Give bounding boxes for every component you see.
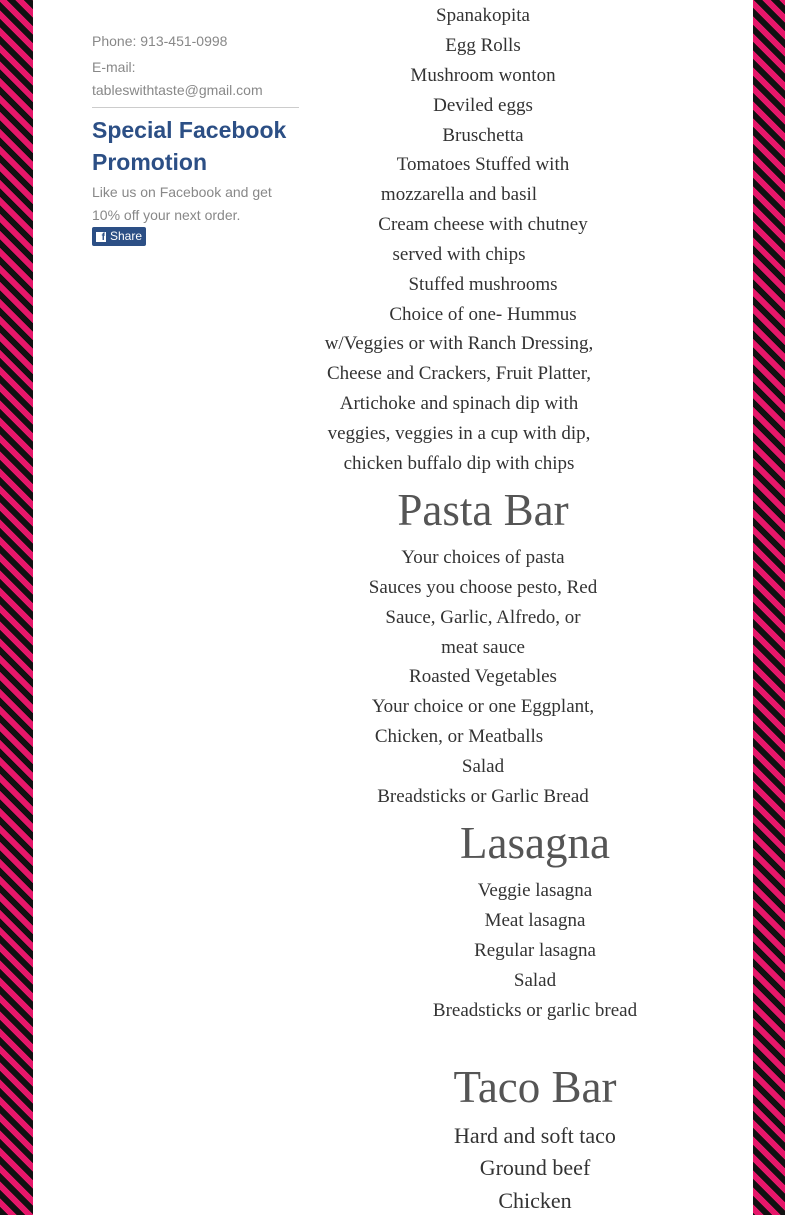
menu-item: Ground beef (479, 1155, 591, 1180)
menu-item: Sauce, Garlic, Alfredo, or (385, 607, 581, 628)
menu-item: Egg Rolls (445, 35, 521, 56)
menu-item: Hard and soft taco (454, 1123, 616, 1148)
promo-title: Special Facebook Promotion (92, 117, 287, 175)
menu-item: Salad (461, 756, 505, 777)
taco-bar-heading: Taco Bar (453, 1062, 617, 1112)
menu-content (33, 0, 753, 1215)
menu-item: Chicken (498, 1188, 572, 1213)
menu-item: Sauces you choose pesto, Red (368, 577, 598, 598)
contact-email-link[interactable]: tableswithtaste@gmail.com (92, 82, 263, 98)
menu-item: Deviled eggs (433, 95, 533, 116)
menu-item: Meat lasagna (484, 910, 586, 931)
menu-item: Chicken, or Meatballs (374, 726, 544, 747)
share-label: Share (110, 229, 143, 243)
menu-item: meat sauce (441, 637, 525, 658)
menu-item: Cheese and Crackers, Fruit Platter, (326, 363, 592, 384)
menu-item: w/Veggies or with Ranch Dressing, (324, 333, 594, 354)
menu-item: Breadsticks or Garlic Bread (377, 786, 589, 807)
facebook-icon: f (96, 232, 106, 242)
menu-item: Bruschetta (442, 125, 524, 146)
menu-item: veggies, veggies in a cup with dip, (327, 423, 591, 444)
menu-item: Veggie lasagna (477, 880, 593, 901)
pasta-bar-heading: Pasta Bar (397, 485, 569, 535)
menu-item: chicken buffalo dip with chips (343, 453, 575, 474)
menu-item: Mushroom wonton (410, 65, 556, 86)
lasagna-heading: Lasagna (460, 818, 610, 868)
menu-item: Tomatoes Stuffed with (396, 154, 570, 175)
menu-item: served with chips (392, 244, 526, 265)
contact-email-label: E-mail: (92, 59, 136, 75)
menu-item: Salad (513, 970, 557, 991)
menu-item: Choice of one- Hummus (389, 304, 577, 325)
menu-item: Your choice or one Eggplant, (371, 696, 595, 717)
menu-item: Artichoke and spinach dip with (339, 393, 579, 414)
menu-item: Cream cheese with chutney (378, 214, 588, 235)
contact-phone: Phone: 913-451-0998 (92, 33, 228, 49)
menu-item: Stuffed mushrooms (408, 274, 558, 295)
menu-item: mozzarella and basil (380, 184, 538, 205)
menu-item: Your choices of pasta (401, 547, 565, 568)
menu-item: Breadsticks or garlic bread (432, 1000, 638, 1021)
menu-item: Regular lasagna (474, 940, 596, 961)
menu-item: Roasted Vegetables (409, 666, 557, 687)
menu-item: Spanakopita (436, 5, 530, 26)
promo-text: Like us on Facebook and get 10% off your next order. (92, 184, 272, 223)
page-panel (33, 0, 753, 1215)
